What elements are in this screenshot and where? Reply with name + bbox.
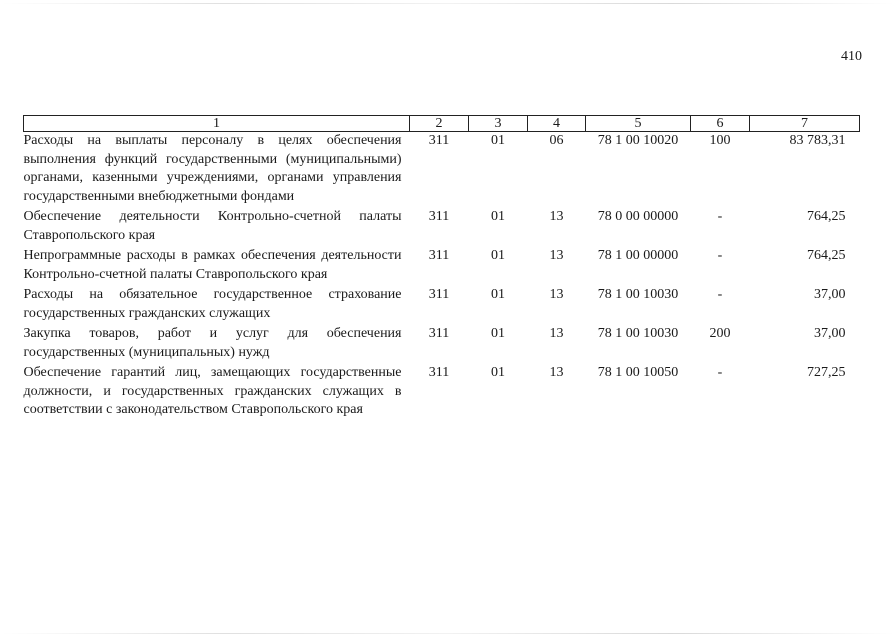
row-target: 78 1 00 10030 <box>597 326 679 341</box>
row-code: 311 <box>428 287 450 302</box>
row-amount: 727,25 <box>807 365 846 380</box>
table-row <box>24 325 860 364</box>
row-subsection: 13 <box>549 365 564 380</box>
row-type: 200 <box>709 326 731 341</box>
table-row <box>24 132 860 209</box>
row-description: Непрограммные расходы в рамках обеспечения деятельности Контрольно-счетной палаты Ставропольского края <box>23 248 402 282</box>
row-subsection: 13 <box>549 209 564 224</box>
row-type: - <box>717 287 723 302</box>
row-description: Обеспечение гарантий лиц, замещающих государственные должности, и государственных гражданских служащих в соответствии с законодательством Ставропольского края <box>23 365 402 417</box>
row-description: Закупка товаров, работ и услуг для обеспечения государственных (муниципальных) нужд <box>23 326 402 360</box>
table-row <box>24 364 860 422</box>
row-section: 01 <box>491 365 505 380</box>
row-code: 311 <box>428 365 450 380</box>
column-header: 1 <box>24 116 410 132</box>
row-description: Обеспечение деятельности Контрольно-счетной палаты Ставропольского края <box>23 209 402 243</box>
row-target: 78 0 00 00000 <box>597 209 679 224</box>
row-target: 78 1 00 10050 <box>597 365 679 380</box>
row-target: 78 1 00 00000 <box>597 248 679 263</box>
table-row <box>24 208 860 247</box>
row-section: 01 <box>491 248 505 263</box>
row-amount: 764,25 <box>807 248 846 263</box>
row-section: 01 <box>491 287 505 302</box>
row-amount: 37,00 <box>814 326 846 341</box>
scan-artifact-top <box>0 3 895 4</box>
column-header: 6 <box>691 116 750 132</box>
row-subsection: 06 <box>549 133 564 148</box>
row-code: 311 <box>428 248 450 263</box>
row-section: 01 <box>491 133 505 148</box>
row-section: 01 <box>491 326 505 341</box>
table-row <box>24 247 860 286</box>
row-amount: 83 783,31 <box>789 133 846 148</box>
column-header: 7 <box>750 116 860 132</box>
budget-table <box>23 115 860 422</box>
row-target: 78 1 00 10030 <box>597 287 679 302</box>
row-code: 311 <box>428 133 450 148</box>
row-amount: 37,00 <box>814 287 846 302</box>
row-type: 100 <box>709 133 731 148</box>
table-row <box>24 286 860 325</box>
row-type: - <box>717 365 723 380</box>
page-number: 410 <box>841 49 862 64</box>
column-header: 5 <box>586 116 691 132</box>
row-subsection: 13 <box>549 248 564 263</box>
table-header-row <box>24 116 860 132</box>
row-type: - <box>717 248 723 263</box>
row-type: - <box>717 209 723 224</box>
scan-artifact-bottom <box>0 633 895 634</box>
column-header: 3 <box>469 116 528 132</box>
row-target: 78 1 00 10020 <box>597 133 679 148</box>
row-subsection: 13 <box>549 287 564 302</box>
row-amount: 764,25 <box>807 209 846 224</box>
row-section: 01 <box>491 209 505 224</box>
row-code: 311 <box>428 209 450 224</box>
row-subsection: 13 <box>549 326 564 341</box>
row-description: Расходы на выплаты персоналу в целях обеспечения выполнения функций государственными (муниципальными) органами, казенными учреждениями, органами управления государственными внебюджетными фондами <box>23 133 402 204</box>
column-header: 4 <box>528 116 586 132</box>
column-header: 2 <box>410 116 469 132</box>
row-description: Расходы на обязательное государственное страхование государственных гражданских служащих <box>23 287 402 321</box>
row-code: 311 <box>428 326 450 341</box>
